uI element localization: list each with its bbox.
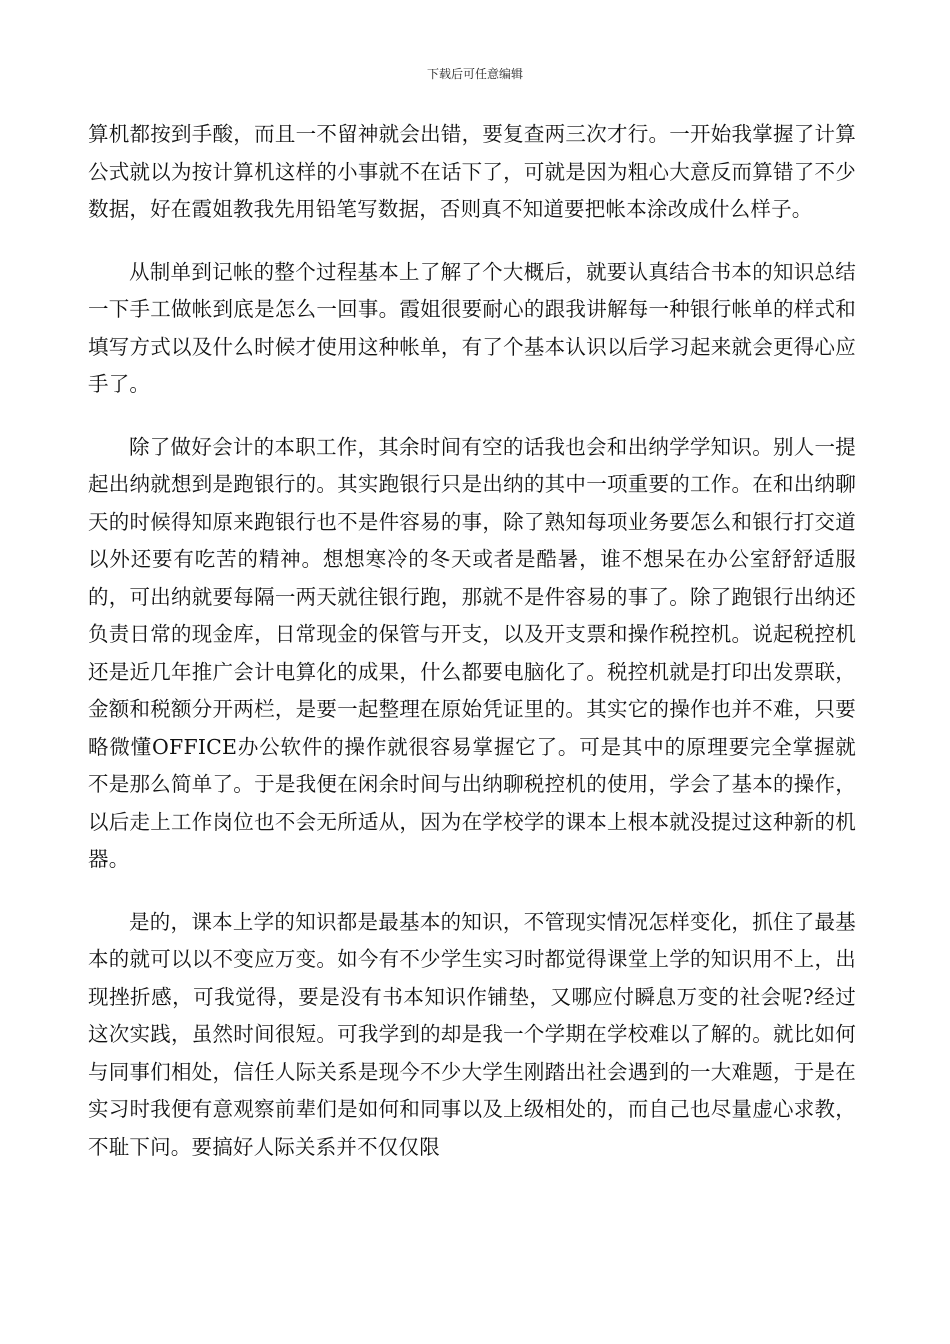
paragraph-4: 是的，课本上学的知识都是最基本的知识，不管现实情况怎样变化，抓住了最基本的就可以以不变应万变。如今有不少学生实习时都觉得课堂上学的知识用不上，出现挫折感，可我觉得，要是没有书本知识作铺垫，又哪应付瞬息万变的社会呢?经过这次实践，虽然时间很短。可我学到的却是我一个学期在学校难以了解的。就比如何与同事们相处，信任人际关系是现今不少大学生刚踏出社会遇到的一大难题，于是在实习时我便有意观察前辈们是如何和同事以及上级相处的，而自己也尽量虚心求教，不耻下问。要搞好人际关系并不仅仅限 xyxy=(88,909,856,1159)
page-header: 下载后可任意编辑 xyxy=(426,67,523,81)
paragraph-1: 算机都按到手酸，而且一不留神就会出错，要复查两三次才行。一开始我掌握了计算公式就以为按计算机这样的小事就不在话下了，可就是因为粗心大意反而算错了不少数据，好在霞姐教我先用铅笔写数据，否则真不知道要把帐本涂改成什么样子。 xyxy=(88,122,856,221)
document-body xyxy=(88,116,856,1191)
paragraph-2: 从制单到记帐的整个过程基本上了解了个大概后，就要认真结合书本的知识总结一下手工做帐到底是怎么一回事。霞姐很要耐心的跟我讲解每一种银行帐单的样式和填写方式以及什么时候才使用这种帐单，有了个基本认识以后学习起来就会更得心应手了。 xyxy=(88,259,856,396)
paragraph-3: 除了做好会计的本职工作，其余时间有空的话我也会和出纳学学知识。别人一提起出纳就想到是跑银行的。其实跑银行只是出纳的其中一项重要的工作。在和出纳聊天的时候得知原来跑银行也不是件容易的事，除了熟知每项业务要怎么和银行打交道以外还要有吃苦的精神。想想寒冷的冬天或者是酷暑，谁不想呆在办公室舒舒适服的，可出纳就要每隔一两天就往银行跑，那就不是件容易的事了。除了跑银行出纳还负责日常的现金库，日常现金的保管与开支，以及开支票和操作税控机。说起税控机还是近几年推广会计电算化的成果，什么都要电脑化了。税控机就是打印出发票联，金额和税额分开两栏，是要一起整理在原始凭证里的。其实它的操作也并不难，只要略微懂OFFICE办公软件的操作就很容易掌握它了。可是其中的原理要完全掌握就不是那么简单了。于是我便在闲余时间与出纳聊税控机的使用，学会了基本的操作，以后走上工作岗位也不会无所适从，因为在学校学的课本上根本就没提过这种新的机器。 xyxy=(88,434,856,871)
